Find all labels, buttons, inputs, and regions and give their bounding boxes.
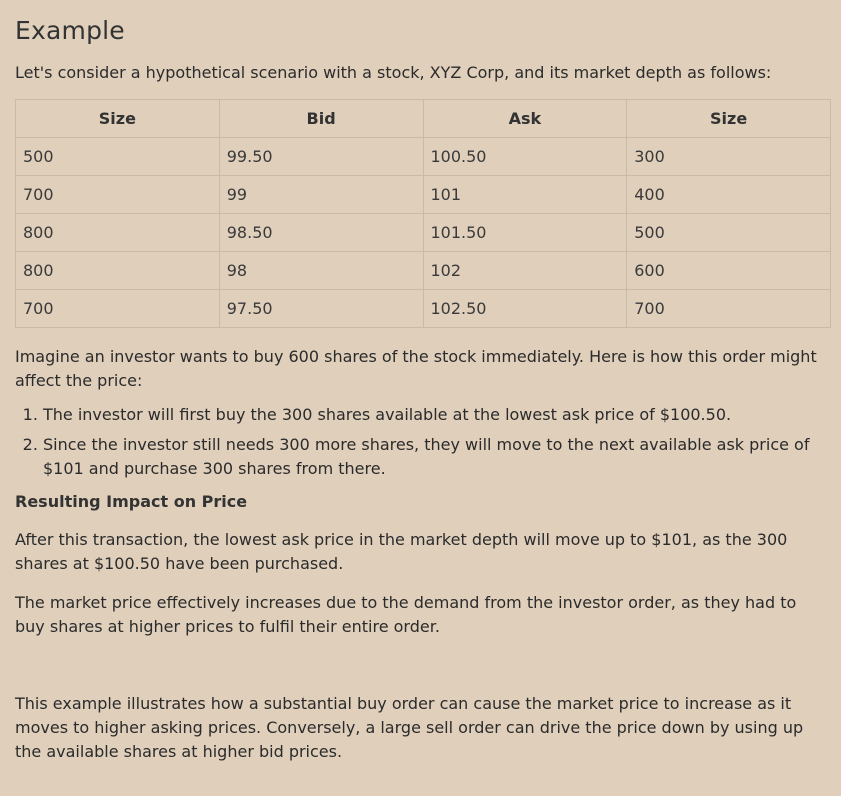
bid-size-cell: 800: [16, 214, 220, 252]
ask-price-cell: 101.50: [423, 214, 627, 252]
impact-subheading: Resulting Impact on Price: [15, 492, 248, 511]
ask-price-cell: 102: [423, 252, 627, 290]
bid-price-cell: 98.50: [219, 214, 423, 252]
steps-list: [15, 403, 831, 481]
ask-price-cell: 101: [423, 176, 627, 214]
table-row: [16, 138, 831, 176]
bid-size-cell: 700: [16, 176, 220, 214]
bid-price-cell: 97.50: [219, 290, 423, 328]
intro-paragraph: Let's consider a hypothetical scenario with a stock, XYZ Corp, and its market depth as follows:: [15, 63, 772, 82]
table-row: [16, 176, 831, 214]
bid-price-cell: 98: [219, 252, 423, 290]
header-bid-size: Size: [16, 100, 220, 138]
bid-price-cell: 99.50: [219, 138, 423, 176]
section-heading: Example: [15, 16, 125, 45]
table-row: [16, 290, 831, 328]
ask-size-cell: 300: [627, 138, 831, 176]
ask-size-cell: 400: [627, 176, 831, 214]
bid-size-cell: 700: [16, 290, 220, 328]
market-depth-table: [15, 99, 831, 328]
ask-size-cell: 700: [627, 290, 831, 328]
header-bid: Bid: [219, 100, 423, 138]
list-item: 1. The investor will first buy the 300 shares available at the lowest ask price of $100.50.: [43, 403, 831, 427]
table-header-row: [16, 100, 831, 138]
bid-size-cell: 800: [16, 252, 220, 290]
conclusion-paragraph: This example illustrates how a substantial buy order can cause the market price to increase as it moves to higher asking prices. Conversely, a large sell order can drive the price down by using up the available shares at higher bid prices.: [15, 694, 804, 761]
after-transaction-paragraph: After this transaction, the lowest ask price in the market depth will move up to $101, as the 300 shares at $100.50 have been purchased.: [15, 530, 788, 573]
header-ask: Ask: [423, 100, 627, 138]
bid-size-cell: 500: [16, 138, 220, 176]
ask-size-cell: 500: [627, 214, 831, 252]
ask-price-cell: 100.50: [423, 138, 627, 176]
list-item: 2. Since the investor still needs 300 more shares, they will move to the next available ask price of $101 and purchase 300 shares from there.: [43, 433, 831, 481]
table-row: [16, 214, 831, 252]
market-price-paragraph: The market price effectively increases due to the demand from the investor order, as they had to buy shares at higher prices to fulfil their entire order.: [15, 593, 797, 636]
scenario-paragraph: Imagine an investor wants to buy 600 shares of the stock immediately. Here is how this order might affect the price:: [15, 347, 817, 390]
ask-price-cell: 102.50: [423, 290, 627, 328]
table-row: [16, 252, 831, 290]
header-ask-size: Size: [627, 100, 831, 138]
ask-size-cell: 600: [627, 252, 831, 290]
bid-price-cell: 99: [219, 176, 423, 214]
